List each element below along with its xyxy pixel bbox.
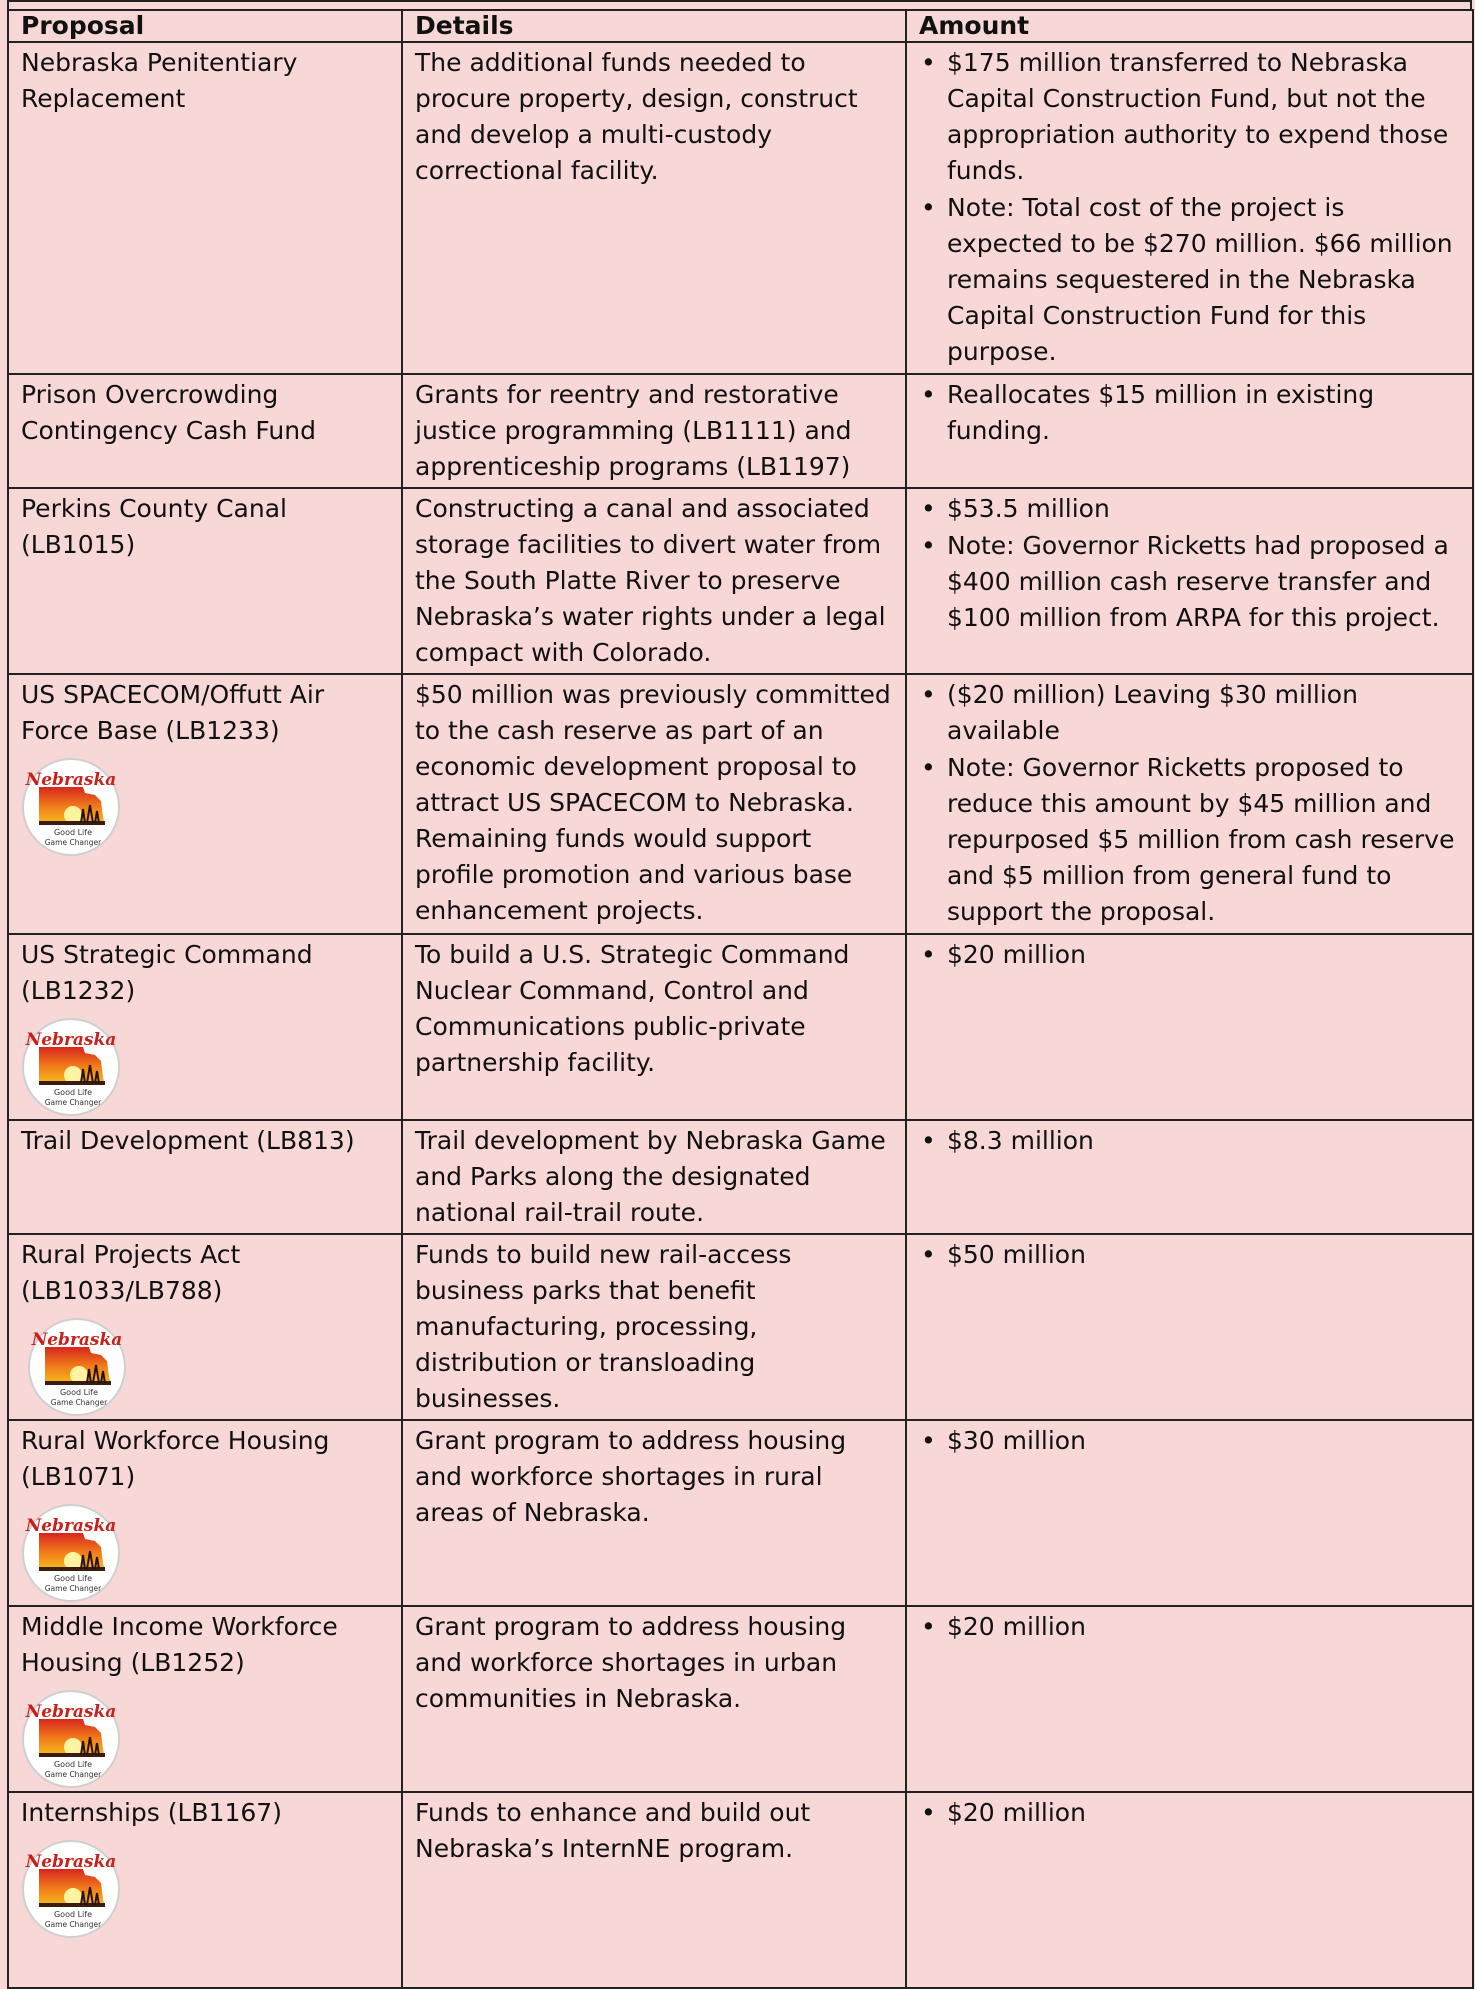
table-row xyxy=(8,374,1473,488)
amount-bullet: • $175 million transferred to Nebraska Capital Construction Fund, but not the appropriation authority to expend those funds. xyxy=(947,45,1460,189)
nebraska-good-life-logo-icon xyxy=(21,1689,121,1789)
details-cell: Grant program to address housing and workforce shortages in urban communities in Nebraska. xyxy=(402,1606,906,1792)
proposal-label: Rural Projects Act (LB1033/LB788) xyxy=(21,1240,241,1305)
nebraska-good-life-logo-icon xyxy=(21,1017,121,1117)
proposal-cell: Perkins County Canal (LB1015) xyxy=(8,488,402,674)
proposal-cell xyxy=(8,934,402,1120)
table-row xyxy=(8,1120,1473,1234)
details-cell: Trail development by Nebraska Game and Parks along the designated national rail-trail route. xyxy=(402,1120,906,1234)
details-cell: The additional funds needed to procure property, design, construct and develop a multi-custody correctional facility. xyxy=(402,42,906,374)
proposal-cell xyxy=(8,1234,402,1420)
details-cell: Funds to build new rail-access business parks that benefit manufacturing, processing, distribution or transloading businesses. xyxy=(402,1234,906,1420)
table-header-row xyxy=(8,10,1473,42)
amount-cell xyxy=(906,42,1473,374)
header-details: Details xyxy=(402,10,906,42)
amount-cell xyxy=(906,1234,1473,1420)
table-row xyxy=(8,1792,1473,1988)
amount-bullet: • $30 million xyxy=(947,1423,1460,1459)
amount-cell xyxy=(906,934,1473,1120)
proposals-table xyxy=(7,9,1474,1989)
nebraska-good-life-logo-icon xyxy=(21,1839,121,1939)
proposal-cell: Nebraska Penitentiary Replacement xyxy=(8,42,402,374)
proposal-cell xyxy=(8,674,402,934)
proposal-label: Rural Workforce Housing (LB1071) xyxy=(21,1426,330,1491)
amount-cell xyxy=(906,1120,1473,1234)
details-cell: To build a U.S. Strategic Command Nuclear Command, Control and Communications public-private partnership facility. xyxy=(402,934,906,1120)
amount-bullet: • $20 million xyxy=(947,1795,1460,1831)
proposal-label: Middle Income Workforce Housing (LB1252) xyxy=(21,1612,338,1677)
table-row xyxy=(8,934,1473,1120)
table-row xyxy=(8,674,1473,934)
amount-bullet: • $53.5 million xyxy=(947,491,1460,527)
amount-cell xyxy=(906,1792,1473,1988)
amount-bullet: • Note: Governor Ricketts proposed to reduce this amount by $45 million and repurposed $5 million from cash reserve and $5 million from general fund to support the proposal. xyxy=(947,750,1460,930)
table-row xyxy=(8,42,1473,374)
details-cell: Constructing a canal and associated storage facilities to divert water from the South Platte River to preserve Nebraska’s water rights under a legal compact with Colorado. xyxy=(402,488,906,674)
amount-cell xyxy=(906,1606,1473,1792)
table-row xyxy=(8,488,1473,674)
amount-bullet: • $20 million xyxy=(947,937,1460,973)
details-cell: Grant program to address housing and workforce shortages in rural areas of Nebraska. xyxy=(402,1420,906,1606)
amount-bullet: • ($20 million) Leaving $30 million available xyxy=(947,677,1460,749)
proposal-cell xyxy=(8,1606,402,1792)
proposal-label: Internships (LB1167) xyxy=(21,1798,282,1827)
proposal-label: US Strategic Command (LB1232) xyxy=(21,940,313,1005)
nebraska-good-life-logo-icon xyxy=(21,1503,121,1603)
proposal-cell: Prison Overcrowding Contingency Cash Fund xyxy=(8,374,402,488)
amount-cell xyxy=(906,1420,1473,1606)
proposal-label: US SPACECOM/Offutt Air Force Base (LB1233) xyxy=(21,680,325,745)
amount-bullet: • Note: Governor Ricketts had proposed a $400 million cash reserve transfer and $100 million from ARPA for this project. xyxy=(947,528,1460,636)
amount-cell xyxy=(906,374,1473,488)
header-amount: Amount xyxy=(906,10,1473,42)
table-top-strip xyxy=(7,0,1472,9)
amount-bullet: • Note: Total cost of the project is expected to be $270 million. $66 million remains sequestered in the Nebraska Capital Construction Fund for this purpose. xyxy=(947,190,1460,370)
amount-bullet: • $50 million xyxy=(947,1237,1460,1273)
proposal-cell xyxy=(8,1792,402,1988)
details-cell: $50 million was previously committed to the cash reserve as part of an economic development proposal to attract US SPACECOM to Nebraska. Remaining funds would support profile promotion and various base enhancement projects. xyxy=(402,674,906,934)
amount-bullet: • $20 million xyxy=(947,1609,1460,1645)
details-cell: Grants for reentry and restorative justice programming (LB1111) and apprenticeship programs (LB1197) xyxy=(402,374,906,488)
amount-cell xyxy=(906,488,1473,674)
table-row xyxy=(8,1420,1473,1606)
details-cell: Funds to enhance and build out Nebraska’s InternNE program. xyxy=(402,1792,906,1988)
table-row xyxy=(8,1234,1473,1420)
amount-bullet: • $8.3 million xyxy=(947,1123,1460,1159)
nebraska-good-life-logo-icon xyxy=(21,757,121,857)
amount-cell xyxy=(906,674,1473,934)
table-row xyxy=(8,1606,1473,1792)
header-proposal: Proposal xyxy=(8,10,402,42)
proposal-cell: Trail Development (LB813) xyxy=(8,1120,402,1234)
amount-bullet: • Reallocates $15 million in existing funding. xyxy=(947,377,1460,449)
nebraska-good-life-logo-icon xyxy=(27,1317,127,1417)
proposal-cell xyxy=(8,1420,402,1606)
